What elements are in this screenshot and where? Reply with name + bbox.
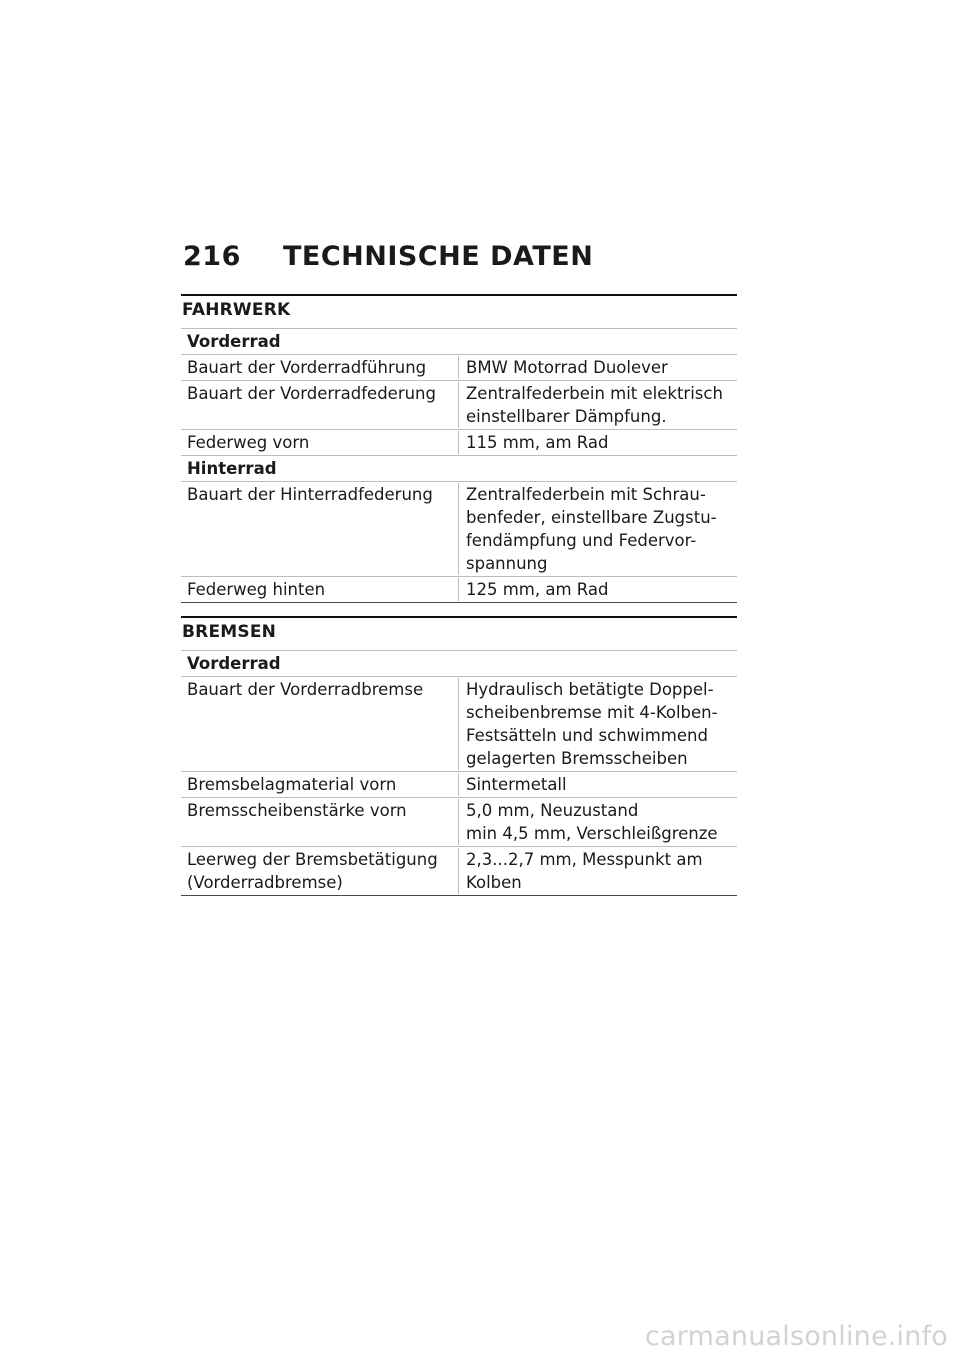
section-block [181,294,737,603]
section-block [181,616,737,896]
spec-label-text: Bremsscheibenstärke vorn [187,801,407,820]
spec-label-text: Federweg vorn [187,433,310,452]
spec-label-text: Bauart der Hinterradfederung [187,485,433,504]
spec-label [181,431,459,454]
spec-label [181,578,459,601]
spec-label-text: Bremsbelagmaterial vorn [187,775,397,794]
table-row [181,381,737,430]
spec-label [181,483,459,575]
spec-label [181,799,459,845]
subheading-hinterrad: Hinterrad [181,456,737,482]
spec-label-text: Bauart der Vorderradbremse [187,680,424,699]
spec-label [181,848,459,894]
spec-label [181,382,459,428]
watermark: carmanualsonline.info [645,1321,948,1352]
spec-label [181,678,459,770]
page-number: 216 [183,241,241,272]
section-fahrwerk [181,294,737,603]
spec-label-text: Federweg hinten [187,580,326,599]
spec-label [181,773,459,796]
section-title-fahrwerk: FAHRWERK [181,296,737,329]
spec-label-text: Bauart der Vorderradführung [187,358,427,377]
section-title-bremsen: BREMSEN [181,618,737,651]
table-row [181,577,737,603]
spec-value: 5,0 mm, Neuzustand min 4,5 mm, Verschleißgrenze [466,801,718,843]
spec-value: 125 mm, am Rad [466,580,609,599]
table-row [181,772,737,798]
spec-value: Zentralfederbein mit Schrau- benfeder, einstellbare Zugstu- fendämpfung und Federvor- spannung [466,485,717,573]
section-bremsen [181,616,737,896]
page-header [183,241,593,272]
subheading-vorderrad: Vorderrad [181,651,737,677]
table-row [181,430,737,456]
spec-value: BMW Motorrad Duolever [466,358,668,377]
spec-value: 2,3...2,7 mm, Messpunkt am Kolben [466,850,703,892]
spec-label-text: Bauart der Vorderradfederung [187,384,436,403]
table-row [181,355,737,381]
spec-value: Zentralfederbein mit elektrisch einstellbarer Dämpfung. [466,384,723,426]
spec-value: Sintermetall [466,775,567,794]
spec-value: 115 mm, am Rad [466,433,609,452]
subheading-vorderrad: Vorderrad [181,329,737,355]
spec-label [181,356,459,379]
page-title: TECHNISCHE DATEN [283,241,594,272]
spec-label-text: Leerweg der Bremsbetätigung (Vorderradbremse) [187,850,438,892]
table-row [181,847,737,896]
table-row [181,482,737,577]
table-row [181,677,737,772]
table-row [181,798,737,847]
spec-value: Hydraulisch betätigte Doppel- scheibenbremse mit 4-Kolben- Festsätteln und schwimmend gelagerten Bremsscheiben [466,680,718,768]
